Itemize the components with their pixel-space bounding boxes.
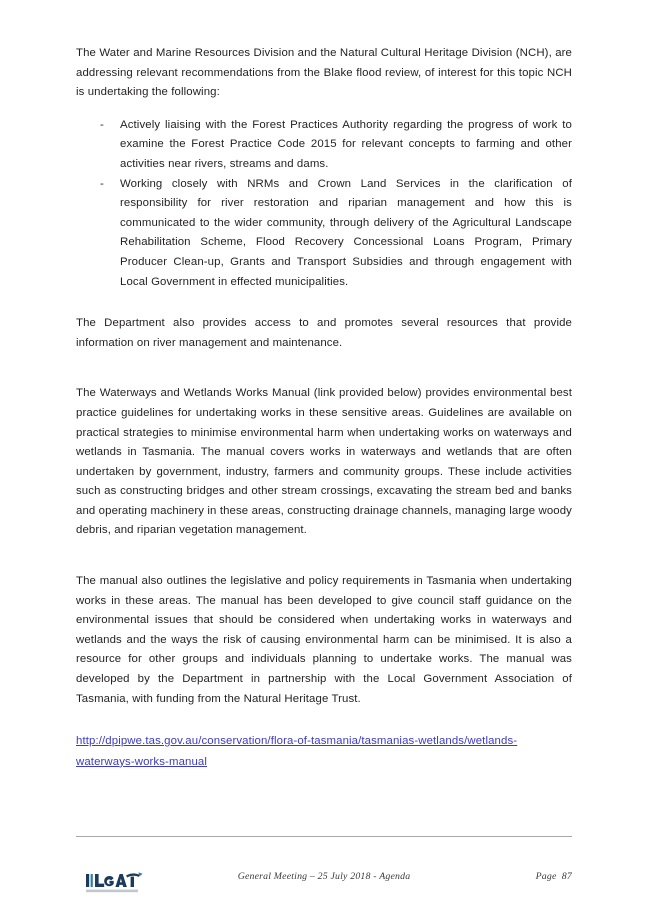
bullet-dash-icon: -	[100, 177, 104, 190]
link-spacer	[76, 709, 572, 731]
list-item	[76, 175, 572, 293]
bullet-list	[76, 116, 572, 292]
footer-row	[76, 853, 572, 887]
list-item-text: Actively liaising with the Forest Practices Authority regarding the progress of work to examine the Forest Practice Code 2015 for relevant concepts to farming and other activities near rivers, streams and dams.	[120, 118, 572, 170]
paragraph-spacer	[76, 304, 572, 314]
page-body	[76, 44, 572, 772]
footer-meeting-label: General Meeting – 25 July 2018 - Agenda	[237, 871, 411, 882]
page-footer	[76, 836, 572, 887]
paragraph-spacer	[76, 366, 572, 384]
paragraph-works-manual: The Waterways and Wetlands Works Manual (link provided below) provides environmental best practice guidelines for undertaking works in these sensitive areas. Guidelines are available on practical strategies to minimise environmental harm when undertaking works on waterways and wetlands in Tasmania. The manual covers works in waterways and wetlands that are often undertaken by government, industry, farmers and community groups. These include activities such as constructing bridges and other stream crossings, excavating the stream bed and banks and operating machinery in these areas, constructing drainage channels, managing large woody debris, and riparian vegetation management.	[76, 387, 572, 537]
bullet-dash-icon: -	[100, 118, 104, 131]
paragraph-manual-requirements: The manual also outlines the legislative and policy requirements in Tasmania when undertaking works in these areas. The manual has been developed to give council staff guidance on the environmental issues that should be considered when undertaking works in waterways and wetlands and the ways the risk of causing environmental harm can be minimised. It is also a resource for other groups and individuals planning to undertake works. The manual was developed by the Department in partnership with the Local Government Association of Tasmania, with funding from the Natural Heritage Trust.	[76, 575, 572, 705]
paragraph-intro: The Water and Marine Resources Division and the Natural Cultural Heritage Division (NCH), are addressing relevant recommendations from the Blake flood review, of interest for this topic NCH is undertaking the following:	[76, 47, 572, 99]
external-link-block	[76, 731, 556, 772]
footer-page-number: Page 87	[535, 871, 572, 882]
list-item	[76, 116, 572, 175]
wetlands-works-manual-link[interactable]: http://dpipwe.tas.gov.au/conservation/flora-of-tasmania/tasmanias-wetlands/wetlands-waterways-works-manual	[76, 735, 518, 768]
list-item-text: Working closely with NRMs and Crown Land Services in the clarification of responsibility for river restoration and riparian management and how this is communicated to the wider community, through delivery of the Agricultural Landscape Rehabilitation Scheme, Flood Recovery Concessional Loans Program, Primary Producer Clean-up, Grants and Transport Subsidies and through engagement with Local Government in effected municipalities.	[120, 177, 572, 288]
paragraph-spacer	[76, 554, 572, 572]
footer-divider	[76, 836, 572, 837]
paragraph-department-resources: The Department also provides access to and promotes several resources that provide information on river management and maintenance.	[76, 317, 572, 349]
